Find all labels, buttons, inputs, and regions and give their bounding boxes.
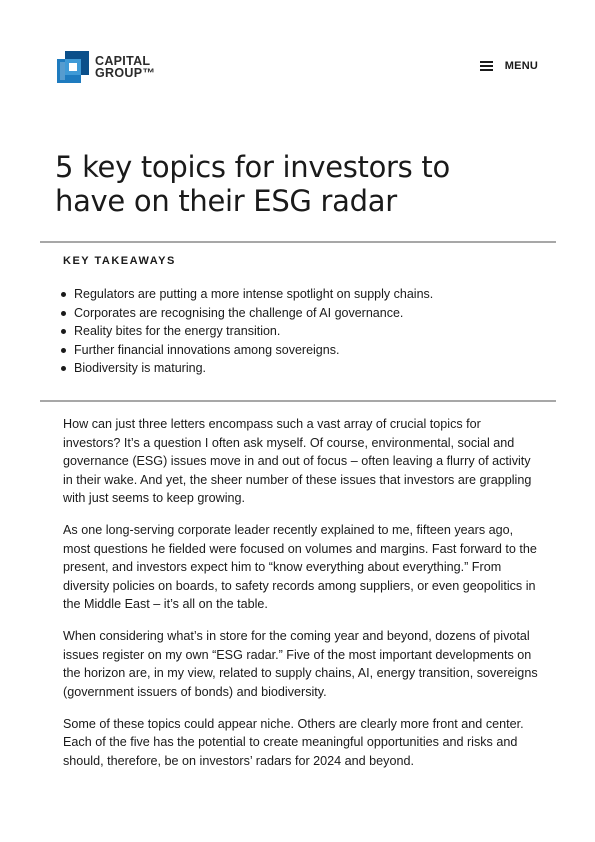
list-item: Further financial innovations among sovereigns. [57,341,433,360]
key-takeaways-list [57,285,433,378]
key-takeaways-heading: KEY TAKEAWAYS [63,255,176,267]
divider-top [40,241,556,243]
paragraph: How can just three letters encompass such a vast array of crucial topics for investors? It’s a question I often ask myself. Of course, environmental, social and governance (ESG) issues move in and out of focus – often leaving a flurry of activity in their wake. And yet, the sheer number of these issues that investors are grappling with just seems to keep growing. [63,417,532,505]
list-item: Reality bites for the energy transition. [57,322,433,341]
list-item: Regulators are putting a more intense spotlight on supply chains. [57,285,433,304]
divider-bottom [40,400,556,402]
paragraph: As one long-serving corporate leader recently explained to me, fifteen years ago, most questions he fielded were focused on volumes and margins. Fast forward to the present, and investors expect him to “know everything about everything.” From diversity policies on boards, to safety records among suppliers, or even geopolitics in the Middle East – it’s all on the table. [63,523,537,611]
list-item: Biodiversity is maturing. [57,359,433,378]
capital-group-logo[interactable] [57,51,155,83]
logo-line-2: GROUP™ [95,66,156,80]
logo-line-1: CAPITAL [95,54,151,68]
page-title: 5 key topics for investors to have on their ESG radar [55,150,450,218]
article-body [63,415,541,784]
list-item: Corporates are recognising the challenge of AI governance. [57,304,433,323]
capital-group-logo-icon [57,51,89,83]
menu-button[interactable] [480,60,538,72]
paragraph: Some of these topics could appear niche. Others are clearly more front and center. Each of the five has the potential to create meaningful opportunities and risks and should, therefore, be on investors’ radars for 2024 and beyond. [63,716,524,768]
site-header [0,0,595,110]
logo-wordmark [95,55,155,79]
paragraph: When considering what’s in store for the coming year and beyond, dozens of pivotal issues register on my own “ESG radar.” Five of the most important developments on the horizon are, in my view, related to supply chains, AI, energy transition, sovereigns (government issuers of bonds) and biodiversity. [63,629,538,699]
menu-label: MENU [504,60,538,72]
hamburger-icon [480,61,493,71]
